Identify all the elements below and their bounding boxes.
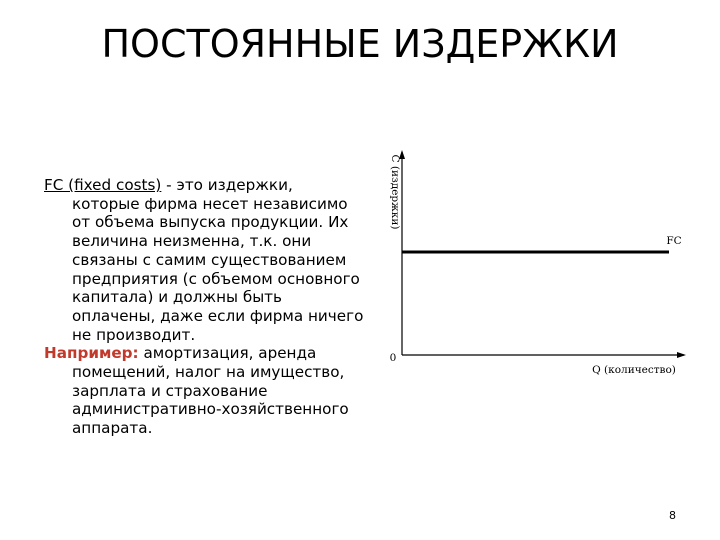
- x-axis-arrow: [677, 352, 686, 358]
- page-number: 8: [669, 509, 676, 522]
- fc-term: FC (fixed costs): [44, 176, 162, 194]
- y-axis-label: C (издержки): [389, 154, 401, 230]
- example-text: амортизация, аренда помещений, налог на имущество, зарплата и страхование административно-хозяйственного аппарата.: [72, 344, 349, 438]
- origin-label: 0: [389, 352, 397, 364]
- fc-line-label: FC: [666, 235, 682, 247]
- example-label: Например:: [44, 344, 139, 363]
- definition-text: - это издержки, которые фирма несет независимо от объема выпуска продукции. Их величина неизменна, т.к. они связаны с самим существованием предприятия (с объемом основного капитала) и должны быть оплачены, даже если фирма ничего не производит.: [72, 176, 364, 344]
- x-axis-label: Q (количество): [592, 364, 676, 376]
- slide-title: ПОСТОЯННЫЕ ИЗДЕРЖКИ: [101, 22, 619, 66]
